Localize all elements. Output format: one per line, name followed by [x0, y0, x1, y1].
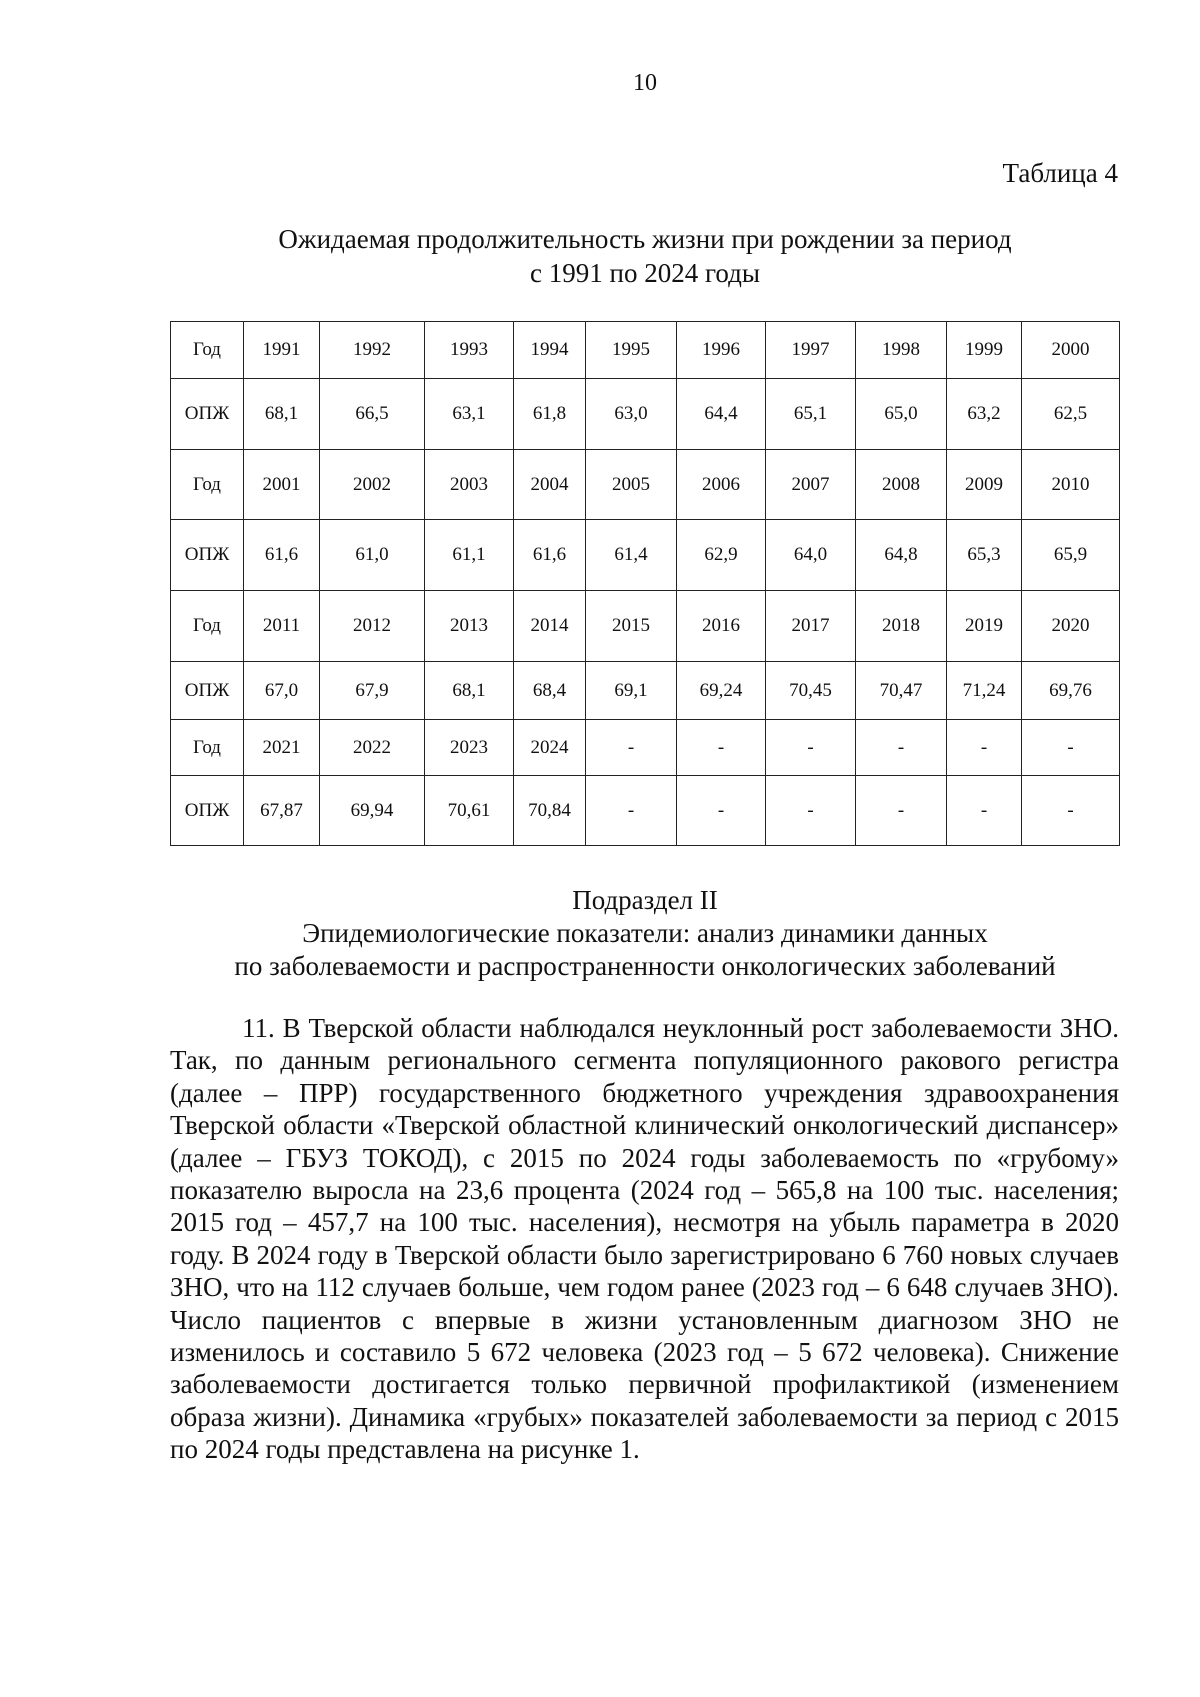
table-cell: 1992: [320, 322, 425, 379]
table-cell: 61,8: [514, 379, 586, 450]
table-cell: -: [856, 776, 947, 846]
table-cell: 63,2: [947, 379, 1022, 450]
table-row: [171, 450, 1120, 520]
table-cell: -: [677, 776, 766, 846]
table-cell: -: [856, 720, 947, 776]
table-cell: 2002: [320, 450, 425, 520]
table-cell: 68,1: [425, 662, 514, 720]
table-cell: 68,4: [514, 662, 586, 720]
table-cell: 61,1: [425, 520, 514, 591]
table-cell: 2020: [1022, 591, 1120, 662]
table-cell: 67,0: [244, 662, 320, 720]
table-cell: 2012: [320, 591, 425, 662]
table-cell: 2004: [514, 450, 586, 520]
table-cell: 2015: [586, 591, 677, 662]
table-cell: 65,9: [1022, 520, 1120, 591]
row-label-cell: ОПЖ: [171, 379, 244, 450]
table-cell: 1998: [856, 322, 947, 379]
table-cell: 1995: [586, 322, 677, 379]
table-row: [171, 720, 1120, 776]
row-label-cell: ОПЖ: [171, 662, 244, 720]
table-cell: 70,84: [514, 776, 586, 846]
table-row: [171, 322, 1120, 379]
table-cell: -: [586, 776, 677, 846]
table-cell: 2016: [677, 591, 766, 662]
table-cell: 2009: [947, 450, 1022, 520]
table-cell: -: [947, 776, 1022, 846]
table-cell: -: [766, 720, 856, 776]
table-cell: 67,9: [320, 662, 425, 720]
table-row: [171, 379, 1120, 450]
table-cell: -: [1022, 776, 1120, 846]
table-cell: 2000: [1022, 322, 1120, 379]
table-cell: 65,1: [766, 379, 856, 450]
table-cell: 63,0: [586, 379, 677, 450]
table-cell: 2022: [320, 720, 425, 776]
table-title-line-2: с 1991 по 2024 годы: [530, 258, 760, 288]
table-cell: 2019: [947, 591, 1022, 662]
subsection-line-1: Эпидемиологические показатели: анализ динамики данных: [302, 918, 988, 948]
table-row: [171, 520, 1120, 591]
table-cell: 61,6: [514, 520, 586, 591]
table-cell: 62,5: [1022, 379, 1120, 450]
table-body: [171, 322, 1120, 846]
table-cell: -: [677, 720, 766, 776]
table-cell: 69,1: [586, 662, 677, 720]
table-title-line-1: Ожидаемая продолжительность жизни при рождении за период: [278, 224, 1012, 254]
table-row: [171, 662, 1120, 720]
row-label-cell: Год: [171, 591, 244, 662]
table-cell: -: [947, 720, 1022, 776]
table-cell: 2007: [766, 450, 856, 520]
subsection-title: Подраздел II: [572, 885, 718, 915]
table-cell: 2023: [425, 720, 514, 776]
table-cell: 64,8: [856, 520, 947, 591]
table-cell: 65,0: [856, 379, 947, 450]
table-cell: 2011: [244, 591, 320, 662]
table-cell: 61,0: [320, 520, 425, 591]
table-cell: 1994: [514, 322, 586, 379]
table-cell: 68,1: [244, 379, 320, 450]
paragraph-11: 11. В Тверской области наблюдался неуклонный рост заболеваемости ЗНО. Так, по данным регионального сегмента популяционного ракового регистра (далее – ПРР) государственного бюджетного учреждения здравоохранения Тверской области «Тверской областной клинический онкологический диспансер» (далее – ГБУЗ ТОКОД), с 2015 по 2024 годы заболеваемость по «грубому» показателю выросла на 23,6 процента (2024 год – 565,8 на 100 тыс. населения; 2015 год – 457,7 на 100 тыс. населения), несмотря на убыль параметра в 2020 году. В 2024 году в Тверской области было зарегистрировано 6 760 новых случаев ЗНО, что на 112 случаев больше, чем годом ранее (2023 год – 6 648 случаев ЗНО). Число пациентов с впервые в жизни установленным диагнозом ЗНО не изменилось и составило 5 672 человека (2023 год – 5 672 человека). Снижение заболеваемости достигается только первичной профилактикой (изменением образа жизни). Динамика «грубых» показателей заболеваемости за период с 2015 по 2024 годы представлена на рисунке 1.: [170, 1013, 1119, 1465]
table-cell: 70,45: [766, 662, 856, 720]
row-label-cell: ОПЖ: [171, 776, 244, 846]
table-cell: 61,6: [244, 520, 320, 591]
table-cell: 2003: [425, 450, 514, 520]
table-cell: 62,9: [677, 520, 766, 591]
table-cell: 2006: [677, 450, 766, 520]
table-cell: 71,24: [947, 662, 1022, 720]
subsection-line-2: по заболеваемости и распространенности онкологических заболеваний: [234, 951, 1056, 981]
table-cell: 2017: [766, 591, 856, 662]
table-cell: 2010: [1022, 450, 1120, 520]
table-row: [171, 591, 1120, 662]
table-cell: 1999: [947, 322, 1022, 379]
table-cell: 65,3: [947, 520, 1022, 591]
table-cell: 2001: [244, 450, 320, 520]
subsection-heading: [0, 884, 1200, 983]
table-row: [171, 776, 1120, 846]
table-cell: 2008: [856, 450, 947, 520]
table-cell: 66,5: [320, 379, 425, 450]
table-cell: 69,24: [677, 662, 766, 720]
table-cell: -: [586, 720, 677, 776]
table-cell: 67,87: [244, 776, 320, 846]
table-cell: 70,47: [856, 662, 947, 720]
row-label-cell: Год: [171, 450, 244, 520]
table-cell: 2021: [244, 720, 320, 776]
page-number: 10: [633, 70, 657, 96]
table-cell: 2005: [586, 450, 677, 520]
table-cell: 61,4: [586, 520, 677, 591]
table-cell: -: [1022, 720, 1120, 776]
table-cell: 70,61: [425, 776, 514, 846]
table-cell: 64,4: [677, 379, 766, 450]
table-cell: 1991: [244, 322, 320, 379]
table-cell: 2018: [856, 591, 947, 662]
table-cell: 1997: [766, 322, 856, 379]
table-cell: 2013: [425, 591, 514, 662]
table-cell: 64,0: [766, 520, 856, 591]
table-cell: 1996: [677, 322, 766, 379]
table-cell: 69,94: [320, 776, 425, 846]
row-label-cell: Год: [171, 720, 244, 776]
table-cell: 2024: [514, 720, 586, 776]
table-cell: -: [766, 776, 856, 846]
table-cell: 63,1: [425, 379, 514, 450]
table-label: Таблица 4: [1002, 158, 1118, 188]
table-title: [170, 222, 1120, 290]
table-cell: 2014: [514, 591, 586, 662]
table-cell: 1993: [425, 322, 514, 379]
life-expectancy-table: [170, 321, 1120, 846]
row-label-cell: ОПЖ: [171, 520, 244, 591]
table-cell: 69,76: [1022, 662, 1120, 720]
row-label-cell: Год: [171, 322, 244, 379]
